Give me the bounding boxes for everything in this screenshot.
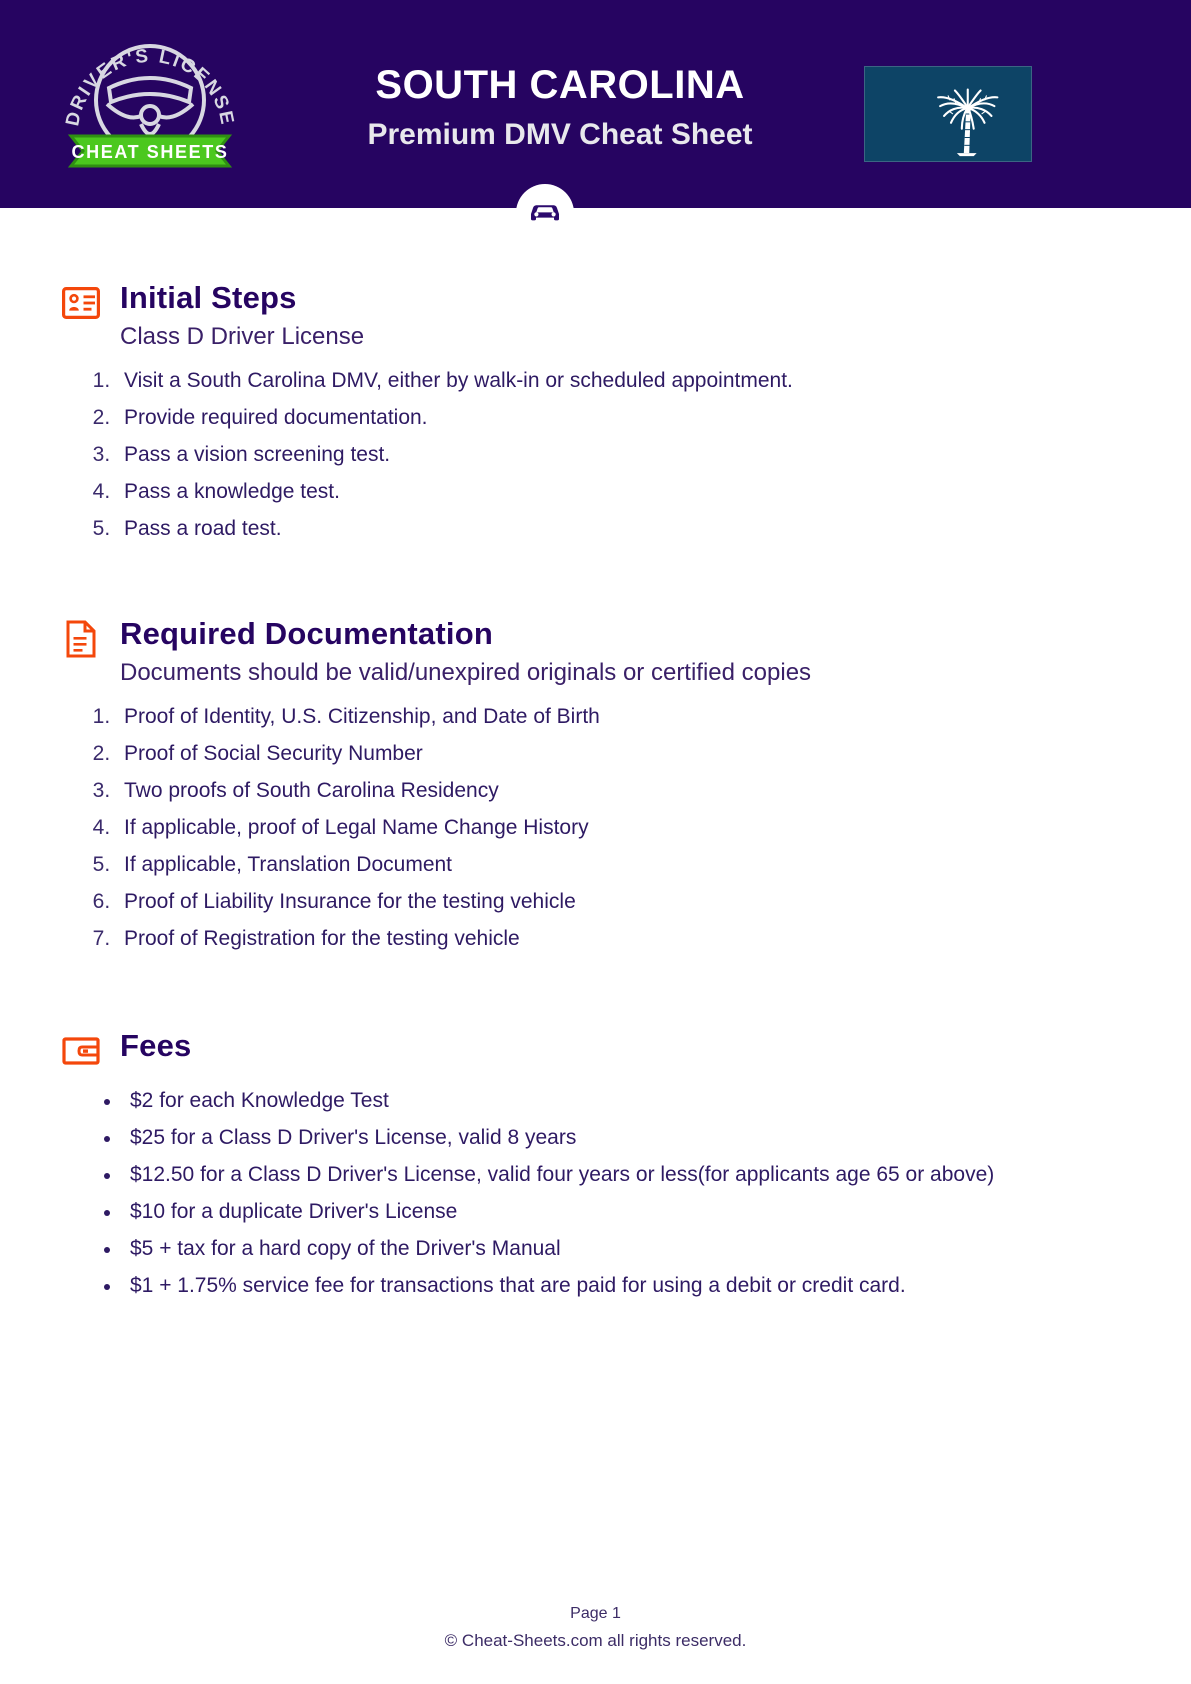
list-item: 1. Proof of Identity, U.S. Citizenship, and Date of Birth bbox=[116, 704, 1131, 730]
list-item: 4. Pass a knowledge test. bbox=[116, 479, 1131, 505]
logo-banner-text: CHEAT SHEETS bbox=[71, 142, 229, 162]
car-badge bbox=[516, 184, 574, 242]
list-item: • $10 for a duplicate Driver's License bbox=[122, 1199, 1131, 1225]
main-content bbox=[0, 280, 1191, 1299]
logo-arc-text: DRIVER'S LICENSE bbox=[62, 45, 238, 128]
south-carolina-flag-icon bbox=[865, 67, 1031, 161]
list-item: • $25 for a Class D Driver's License, valid 8 years bbox=[122, 1125, 1131, 1151]
section-header bbox=[60, 1028, 1131, 1072]
section-header bbox=[60, 280, 1131, 352]
list-item: 6. Proof of Liability Insurance for the testing vehicle bbox=[116, 889, 1131, 915]
required-documentation-list bbox=[60, 704, 1131, 952]
section-header bbox=[60, 616, 1131, 688]
list-item: 5. If applicable, Translation Document bbox=[116, 852, 1131, 878]
list-item: 2. Proof of Social Security Number bbox=[116, 741, 1131, 767]
section-title: Required Documentation bbox=[120, 616, 493, 651]
section-title: Fees bbox=[120, 1028, 192, 1063]
document-icon bbox=[60, 618, 102, 660]
steering-wheel-icon bbox=[57, 12, 243, 180]
list-item: 1. Visit a South Carolina DMV, either by walk-in or scheduled appointment. bbox=[116, 368, 1131, 394]
initial-steps-list bbox=[60, 368, 1131, 542]
page-header bbox=[0, 0, 1191, 208]
section-fees bbox=[60, 1028, 1131, 1299]
list-item: • $12.50 for a Class D Driver's License, valid four years or less(for applicants age 65 or above) bbox=[122, 1162, 1131, 1188]
copyright-text: © Cheat-Sheets.com all rights reserved. bbox=[444, 1631, 747, 1650]
section-initial-steps bbox=[60, 280, 1131, 542]
list-item: 5. Pass a road test. bbox=[116, 516, 1131, 542]
list-item: • $1 + 1.75% service fee for transactions that are paid for using a debit or credit card. bbox=[122, 1273, 1131, 1299]
page-subtitle: Premium DMV Cheat Sheet bbox=[367, 118, 753, 151]
header-title-block bbox=[300, 60, 820, 154]
fees-list bbox=[60, 1088, 1131, 1299]
list-item: 2. Provide required documentation. bbox=[116, 405, 1131, 431]
state-flag bbox=[864, 66, 1032, 162]
list-item: • $2 for each Knowledge Test bbox=[122, 1088, 1131, 1114]
id-card-icon bbox=[60, 282, 102, 324]
svg-text:DRIVER'S LICENSE bbox=[62, 46, 237, 128]
list-item: 4. If applicable, proof of Legal Name Change History bbox=[116, 815, 1131, 841]
wallet-icon bbox=[60, 1030, 102, 1072]
section-subtitle: Class D Driver License bbox=[120, 323, 365, 350]
car-icon bbox=[528, 202, 562, 224]
list-item: 7. Proof of Registration for the testing vehicle bbox=[116, 926, 1131, 952]
section-subtitle: Documents should be valid/unexpired originals or certified copies bbox=[120, 659, 812, 686]
list-item: • $5 + tax for a hard copy of the Driver's Manual bbox=[122, 1236, 1131, 1262]
page-title: SOUTH CAROLINA bbox=[375, 63, 745, 107]
list-item: 3. Two proofs of South Carolina Residency bbox=[116, 778, 1131, 804]
brand-logo bbox=[57, 12, 243, 180]
page-number: Page 1 bbox=[570, 1605, 621, 1622]
section-required-documentation bbox=[60, 616, 1131, 952]
list-item: 3. Pass a vision screening test. bbox=[116, 442, 1131, 468]
page-footer bbox=[0, 1602, 1191, 1654]
section-title: Initial Steps bbox=[120, 280, 297, 315]
